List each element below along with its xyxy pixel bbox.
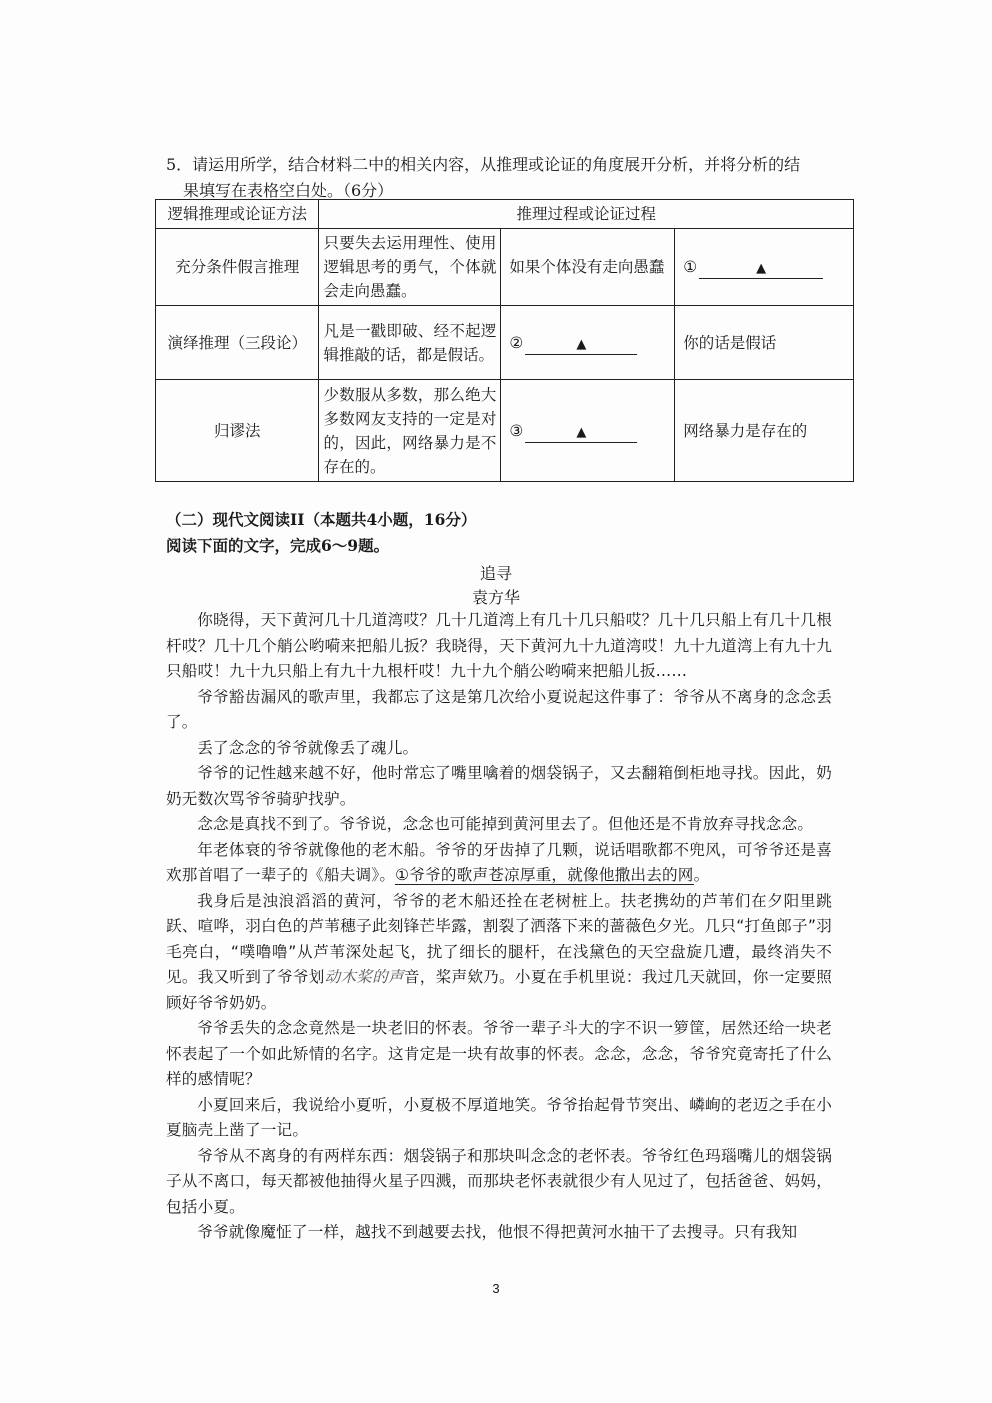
answer-blank-3[interactable] bbox=[525, 422, 637, 443]
blank-marker-1: ① bbox=[683, 258, 698, 276]
row3-premise: 少数服从多数，那么绝大多数网友支持的一定是对的，因此，网络暴力是不存在的。 bbox=[319, 380, 501, 482]
overlay-stamp-text: 动木桨的声 bbox=[324, 968, 404, 986]
row1-method: 充分条件假言推理 bbox=[156, 229, 319, 306]
article-body bbox=[166, 608, 832, 1246]
header-process: 推理过程或论证过程 bbox=[319, 200, 854, 229]
row1-premise: 只要失去运用理性、使用逻辑思考的勇气，个体就会走向愚蠢。 bbox=[319, 229, 501, 306]
paragraph-text: 音，桨声欸乃。小夏在手机里说：我过几天就回，你一定要照顾好爷爷奶奶。 bbox=[166, 968, 832, 1012]
paragraph bbox=[166, 889, 832, 1017]
table-row bbox=[156, 229, 854, 306]
article-author: 袁方华 bbox=[471, 588, 520, 607]
question-5-line2: 果填写在表格空白处。（6分） bbox=[183, 181, 394, 200]
answer-blank-2[interactable] bbox=[525, 334, 637, 355]
row2-conclusion: 你的话是假话 bbox=[675, 306, 854, 380]
paragraph: 爷爷丢失的念念竟然是一块老旧的怀表。爷爷一辈子斗大的字不识一箩筐，居然还给一块老怀表起了一个如此矫情的名字。这肯定是一块有故事的怀表。念念，念念，爷爷究竟寄托了什么样的感情呢？ bbox=[166, 1019, 832, 1088]
triangle-icon: ▲ bbox=[756, 261, 767, 276]
blank-marker-2: ② bbox=[509, 333, 524, 352]
paragraph: 念念是真找不到了。爷爷说，念念也可能掉到黄河里去了。但他还是不肯放弃寻找念念。 bbox=[197, 815, 814, 833]
paragraph: 爷爷的记性越来越不好，他时常忘了嘴里噙着的烟袋锅子，又去翻箱倒柜地寻找。因此，奶奶无数次骂爷爷骑驴找驴。 bbox=[166, 764, 832, 808]
row3-method: 归谬法 bbox=[156, 380, 319, 482]
paragraph: 丢了念念的爷爷就像丢了魂儿。 bbox=[197, 738, 419, 757]
paragraph-text: 我身后是浊浪滔滔的黄河，爷爷的老木船还拴在老树桩上。扶老携幼的芦苇们在夕阳里跳跃、喧哗，羽白色的芦苇穗子此刻锋芒毕露，割裂了洒落下来的蔷薇色夕光。几只“打鱼郎子”羽毛亮白，“噗噜噜”从芦苇深处起飞，扰了细长的腿杆，在浅黛色的天空盘旋几遭，最终消失不见。我又听到了爷爷划 bbox=[166, 891, 832, 986]
paragraph: 爷爷就像魔怔了一样，越找不到越要去找，他恨不得把黄河水抽干了去搜寻。只有我知 bbox=[197, 1223, 798, 1241]
question-5-line1: 5．请运用所学，结合材料二中的相关内容，从推理或论证的角度展开分析，并将分析的结 bbox=[166, 155, 801, 174]
section-instruction: 阅读下面的文字，完成6～9题。 bbox=[166, 536, 390, 555]
paragraph: 爷爷从不离身的有两样东西：烟袋锅子和那块叫念念的老怀表。爷爷红色玛瑙嘴儿的烟袋锅子从不离口，每天都被他抽得火星子四溅，而那块老怀表就很少有人见过了，包括爸爸、妈妈，包括小夏。 bbox=[166, 1146, 832, 1216]
row2-answer-blank[interactable] bbox=[501, 306, 675, 380]
paragraph-text: 。 bbox=[693, 866, 710, 884]
paragraph: 你晓得，天下黄河几十几道湾哎？几十几道湾上有几十几只船哎？几十几只船上有几十几根杆哎？几十几个艄公哟嗬来把船儿扳？我晓得，天下黄河九十九道湾哎！九十九道湾上有九十九只船哎！九十九只船上有九十九根杆哎！九十九个艄公哟嗬来把船儿扳…… bbox=[166, 611, 832, 680]
row1-middle: 如果个体没有走向愚蠢 bbox=[501, 229, 675, 306]
page-number: 3 bbox=[492, 1281, 500, 1296]
row3-conclusion: 网络暴力是存在的 bbox=[675, 380, 854, 482]
row2-method: 演绎推理（三段论） bbox=[156, 306, 319, 380]
table-row bbox=[156, 306, 854, 380]
triangle-icon: ▲ bbox=[576, 336, 587, 352]
paragraph-text: 年老体衰的爷爷就像他的老木船。爷爷的牙齿掉了几颗，说话唱歌都不兜风，可爷爷还是喜欢那首唱了一辈子的《船夫调》。 bbox=[166, 840, 832, 884]
table-row bbox=[156, 380, 854, 482]
question-5 bbox=[166, 152, 836, 204]
paragraph: 小夏回来后，我说给小夏听，小夏极不厚道地笑。爷爷抬起骨节突出、嶙峋的老迈之手在小夏脑壳上凿了一记。 bbox=[166, 1095, 832, 1139]
article-title: 追寻 bbox=[479, 564, 512, 583]
row2-premise: 凡是一戳即破、经不起逻辑推敲的话，都是假话。 bbox=[319, 306, 501, 380]
header-method: 逻辑推理或论证方法 bbox=[156, 200, 319, 229]
answer-blank-1[interactable] bbox=[699, 258, 823, 279]
row3-answer-blank[interactable] bbox=[501, 380, 675, 482]
triangle-icon: ▲ bbox=[576, 424, 587, 440]
paragraph: 爷爷豁齿漏风的歌声里，我都忘了这是第几次给小夏说起这件事了：爷爷从不离身的念念丢了。 bbox=[166, 687, 832, 731]
logic-table bbox=[155, 199, 854, 482]
blank-marker-3: ③ bbox=[509, 421, 524, 440]
row1-answer-blank[interactable] bbox=[675, 229, 854, 306]
underlined-sentence-1: ①爷爷的歌声苍凉厚重，就像他撒出去的网 bbox=[395, 866, 694, 884]
paragraph bbox=[166, 838, 832, 889]
section-title: （二）现代文阅读II（本题共4小题，16分） bbox=[166, 510, 477, 529]
